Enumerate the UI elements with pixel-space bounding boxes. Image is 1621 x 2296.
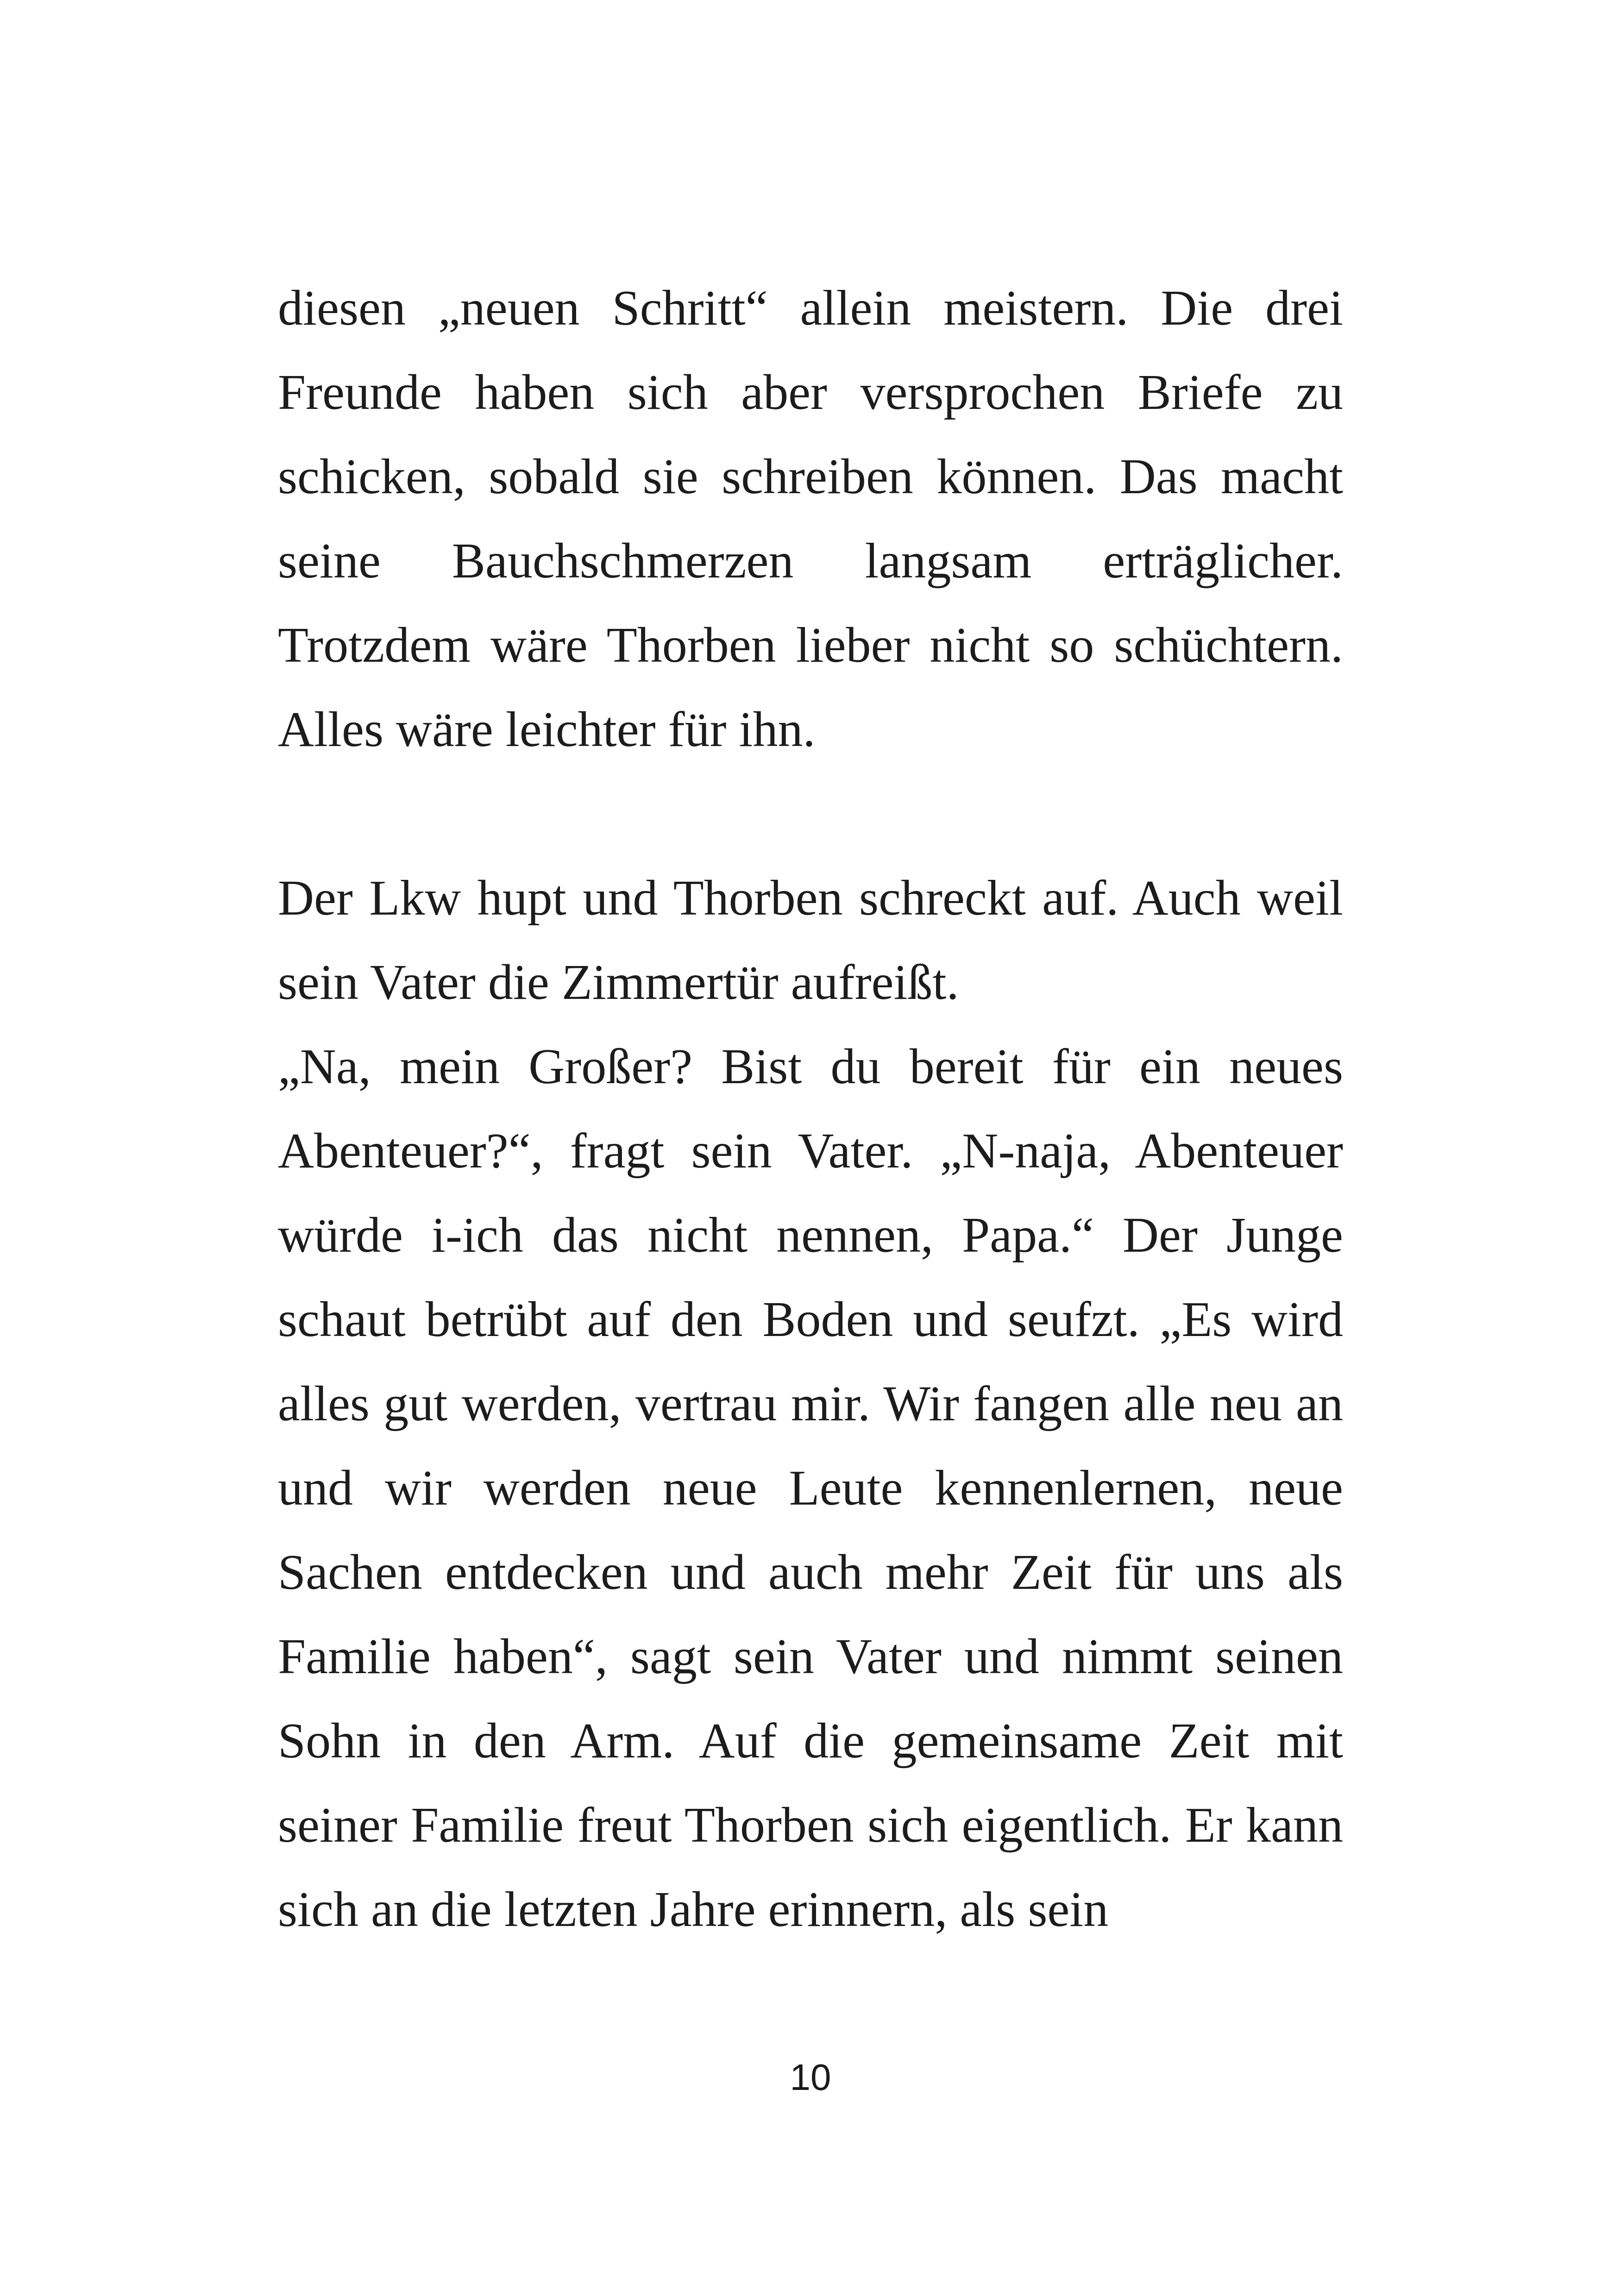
body-text — [278, 266, 1343, 1952]
paragraph: „Na, mein Großer? Bist du bereit für ein neues Abenteuer?“, fragt sein Vater. „N-naja, Abenteuer würde i-ich das nicht nennen, Papa.“ Der Junge schaut betrübt auf den Boden und seufzt. „Es wird alles gut werden, vertrau mir. Wir fangen alle neu an und wir werden neue Leute kennenlernen, neue Sachen entdecken und auch mehr Zeit für uns als Familie haben“, sagt sein Vater und nimmt seinen Sohn in den Arm. Auf die gemeinsame Zeit mit seiner Familie freut Thorben sich eigentlich. Er kann sich an die letzten Jahre erinnern, als sein — [278, 1039, 1343, 1937]
paragraph: diesen „neuen Schritt“ allein meistern. Die drei Freunde haben sich aber versprochen Briefe zu schicken, sobald sie schreiben können. Das macht seine Bauchschmerzen langsam erträglicher. Trotzdem wäre Thorben lieber nicht so schüchtern. Alles wäre leichter für ihn. — [278, 281, 1343, 757]
page-number: 10 — [790, 2057, 831, 2098]
paragraph-spacer — [278, 772, 1343, 856]
paragraph: Der Lkw hupt und Thorben schreckt auf. Auch weil sein Vater die Zimmertür aufreißt. — [278, 871, 1343, 1010]
